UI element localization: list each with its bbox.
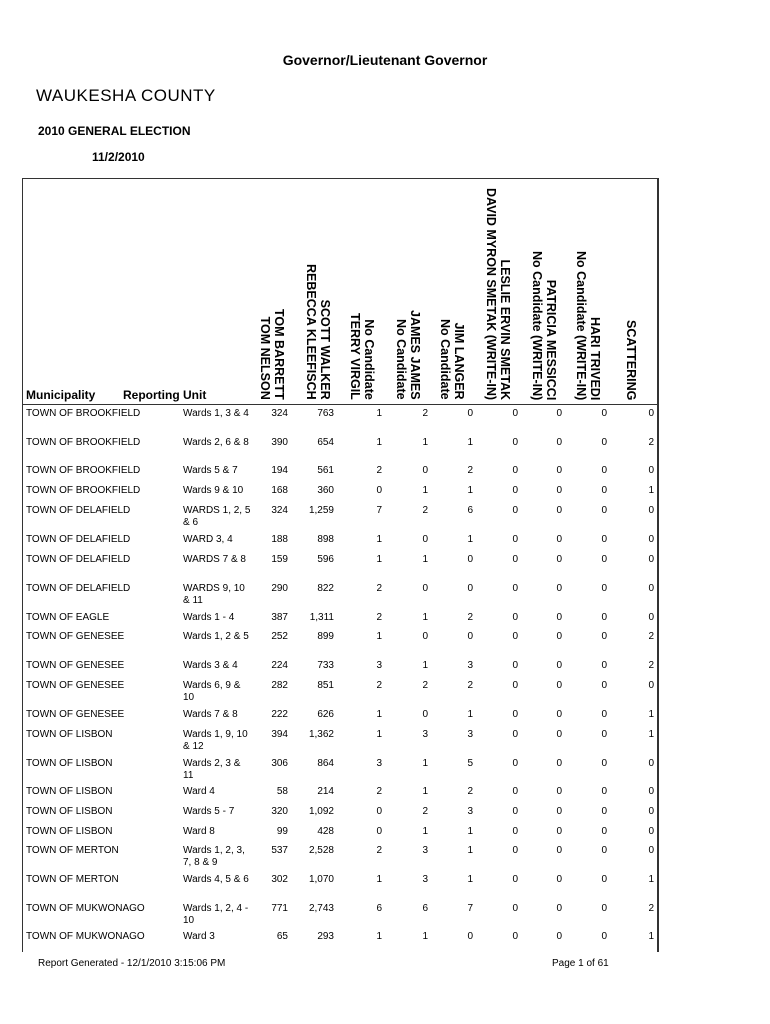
vote-count-cell: 0 bbox=[601, 845, 607, 856]
vote-count-cell: 390 bbox=[271, 437, 288, 448]
vote-count-cell: 1 bbox=[376, 534, 382, 545]
vote-count-cell: 0 bbox=[467, 931, 473, 942]
reporting-unit-header: Reporting Unit bbox=[123, 388, 207, 402]
vote-count-cell: 1,092 bbox=[308, 806, 334, 817]
vote-count-cell: 0 bbox=[467, 408, 473, 419]
reporting-unit-cell: Wards 6, 9 & 10 bbox=[183, 680, 241, 703]
vote-count-cell: 2 bbox=[422, 680, 428, 691]
vote-count-cell: 2 bbox=[422, 505, 428, 516]
vote-count-cell: 2 bbox=[422, 806, 428, 817]
vote-count-cell: 0 bbox=[556, 505, 562, 516]
vote-count-cell: 0 bbox=[556, 729, 562, 740]
vote-count-cell: 654 bbox=[317, 437, 334, 448]
municipality-cell: TOWN OF BROOKFIELD bbox=[26, 408, 141, 419]
candidate-header: SCOTT WALKER REBECCA KLEEFISCH bbox=[304, 264, 332, 400]
vote-count-cell: 2 bbox=[376, 680, 382, 691]
vote-count-cell: 0 bbox=[512, 709, 518, 720]
reporting-unit-cell: WARDS 9, 10 & 11 bbox=[183, 583, 245, 606]
vote-count-cell: 0 bbox=[512, 534, 518, 545]
reporting-unit-cell: Wards 1, 2, 4 - 10 bbox=[183, 903, 249, 926]
vote-count-cell: 2 bbox=[376, 845, 382, 856]
municipality-cell: TOWN OF MUKWONAGO bbox=[26, 903, 145, 914]
candidate-header: LESLIE ERVIN SMETAK DAVID MYRON SMETAK (WRITE-IN) bbox=[484, 188, 512, 401]
vote-count-cell: 1 bbox=[422, 612, 428, 623]
vote-count-cell: 561 bbox=[317, 465, 334, 476]
municipality-cell: TOWN OF LISBON bbox=[26, 729, 113, 740]
candidate-header: No Candidate TERRY VIRGIL bbox=[348, 313, 376, 400]
election-name: 2010 GENERAL ELECTION bbox=[38, 124, 191, 138]
vote-count-cell: 0 bbox=[648, 806, 654, 817]
vote-count-cell: 0 bbox=[601, 806, 607, 817]
vote-count-cell: 0 bbox=[601, 826, 607, 837]
vote-count-cell: 0 bbox=[648, 758, 654, 769]
vote-count-cell: 6 bbox=[467, 505, 473, 516]
vote-count-cell: 0 bbox=[556, 826, 562, 837]
table-left-border bbox=[22, 178, 23, 952]
vote-count-cell: 58 bbox=[276, 786, 288, 797]
vote-count-cell: 763 bbox=[317, 408, 334, 419]
vote-count-cell: 2 bbox=[467, 465, 473, 476]
vote-count-cell: 1 bbox=[467, 874, 473, 885]
municipality-cell: TOWN OF GENESEE bbox=[26, 680, 125, 691]
municipality-cell: TOWN OF DELAFIELD bbox=[26, 534, 131, 545]
vote-count-cell: 0 bbox=[556, 631, 562, 642]
vote-count-cell: 1 bbox=[648, 709, 654, 720]
vote-count-cell: 2 bbox=[376, 786, 382, 797]
reporting-unit-cell: WARDS 7 & 8 bbox=[183, 554, 246, 565]
reporting-unit-cell: Wards 5 & 7 bbox=[183, 465, 238, 476]
reporting-unit-cell: Wards 1, 3 & 4 bbox=[183, 408, 249, 419]
vote-count-cell: 360 bbox=[317, 485, 334, 496]
vote-count-cell: 0 bbox=[556, 465, 562, 476]
vote-count-cell: 0 bbox=[648, 680, 654, 691]
vote-count-cell: 302 bbox=[271, 874, 288, 885]
reporting-unit-cell: Wards 2, 3 & 11 bbox=[183, 758, 241, 781]
municipality-cell: TOWN OF DELAFIELD bbox=[26, 554, 131, 565]
vote-count-cell: 1 bbox=[422, 758, 428, 769]
vote-count-cell: 0 bbox=[601, 583, 607, 594]
vote-count-cell: 1 bbox=[376, 408, 382, 419]
vote-count-cell: 3 bbox=[422, 729, 428, 740]
vote-count-cell: 0 bbox=[601, 505, 607, 516]
municipality-cell: TOWN OF MERTON bbox=[26, 845, 119, 856]
vote-count-cell: 0 bbox=[556, 931, 562, 942]
vote-count-cell: 0 bbox=[601, 709, 607, 720]
vote-count-cell: 0 bbox=[648, 786, 654, 797]
vote-count-cell: 0 bbox=[648, 583, 654, 594]
vote-count-cell: 214 bbox=[317, 786, 334, 797]
vote-count-cell: 159 bbox=[271, 554, 288, 565]
county-name: WAUKESHA COUNTY bbox=[36, 86, 216, 105]
reporting-unit-cell: Wards 9 & 10 bbox=[183, 485, 244, 496]
vote-count-cell: 224 bbox=[271, 660, 288, 671]
reporting-unit-cell: WARD 3, 4 bbox=[183, 534, 233, 545]
vote-count-cell: 0 bbox=[648, 505, 654, 516]
vote-count-cell: 0 bbox=[556, 758, 562, 769]
table-right-border bbox=[657, 178, 659, 952]
vote-count-cell: 1,259 bbox=[308, 505, 334, 516]
vote-count-cell: 0 bbox=[512, 680, 518, 691]
reporting-unit-cell: Wards 2, 6 & 8 bbox=[183, 437, 249, 448]
vote-count-cell: 0 bbox=[556, 786, 562, 797]
table-top-border bbox=[22, 178, 658, 179]
vote-count-cell: 252 bbox=[271, 631, 288, 642]
vote-count-cell: 0 bbox=[467, 631, 473, 642]
vote-count-cell: 0 bbox=[512, 806, 518, 817]
vote-count-cell: 1 bbox=[376, 874, 382, 885]
vote-count-cell: 5 bbox=[467, 758, 473, 769]
vote-count-cell: 0 bbox=[512, 758, 518, 769]
vote-count-cell: 0 bbox=[512, 437, 518, 448]
vote-count-cell: 1 bbox=[467, 534, 473, 545]
vote-count-cell: 0 bbox=[467, 583, 473, 594]
candidate-header: TOM BARRETT TOM NELSON bbox=[258, 309, 286, 400]
vote-count-cell: 2 bbox=[648, 437, 654, 448]
vote-count-cell: 0 bbox=[648, 465, 654, 476]
vote-count-cell: 1,070 bbox=[308, 874, 334, 885]
vote-count-cell: 1 bbox=[376, 709, 382, 720]
vote-count-cell: 1 bbox=[422, 826, 428, 837]
vote-count-cell: 898 bbox=[317, 534, 334, 545]
reporting-unit-cell: Wards 1, 2, 3, 7, 8 & 9 bbox=[183, 845, 245, 868]
vote-count-cell: 2,528 bbox=[308, 845, 334, 856]
vote-count-cell: 2 bbox=[648, 660, 654, 671]
vote-count-cell: 0 bbox=[512, 826, 518, 837]
vote-count-cell: 0 bbox=[512, 554, 518, 565]
candidate-header: JAMES JAMES No Candidate bbox=[394, 310, 422, 400]
vote-count-cell: 2 bbox=[467, 786, 473, 797]
vote-count-cell: 0 bbox=[376, 826, 382, 837]
reporting-unit-cell: Wards 5 - 7 bbox=[183, 806, 235, 817]
vote-count-cell: 0 bbox=[601, 437, 607, 448]
header-divider bbox=[22, 404, 658, 405]
vote-count-cell: 3 bbox=[422, 874, 428, 885]
vote-count-cell: 0 bbox=[512, 931, 518, 942]
vote-count-cell: 0 bbox=[648, 408, 654, 419]
report-generated: Report Generated - 12/1/2010 3:15:06 PM bbox=[38, 958, 226, 969]
vote-count-cell: 1 bbox=[376, 437, 382, 448]
vote-count-cell: 1,362 bbox=[308, 729, 334, 740]
vote-count-cell: 0 bbox=[512, 874, 518, 885]
vote-count-cell: 0 bbox=[512, 465, 518, 476]
vote-count-cell: 0 bbox=[422, 631, 428, 642]
vote-count-cell: 0 bbox=[556, 709, 562, 720]
vote-count-cell: 0 bbox=[422, 709, 428, 720]
reporting-unit-cell: Ward 4 bbox=[183, 786, 215, 797]
vote-count-cell: 0 bbox=[648, 826, 654, 837]
vote-count-cell: 0 bbox=[601, 465, 607, 476]
vote-count-cell: 0 bbox=[601, 680, 607, 691]
vote-count-cell: 851 bbox=[317, 680, 334, 691]
vote-count-cell: 394 bbox=[271, 729, 288, 740]
vote-count-cell: 0 bbox=[422, 583, 428, 594]
vote-count-cell: 0 bbox=[601, 631, 607, 642]
vote-count-cell: 0 bbox=[601, 554, 607, 565]
vote-count-cell: 1 bbox=[422, 931, 428, 942]
vote-count-cell: 1 bbox=[648, 931, 654, 942]
municipality-cell: TOWN OF GENESEE bbox=[26, 660, 125, 671]
vote-count-cell: 1 bbox=[422, 485, 428, 496]
vote-count-cell: 1 bbox=[648, 729, 654, 740]
municipality-cell: TOWN OF LISBON bbox=[26, 758, 113, 769]
municipality-cell: TOWN OF BROOKFIELD bbox=[26, 465, 141, 476]
municipality-cell: TOWN OF EAGLE bbox=[26, 612, 110, 623]
election-date: 11/2/2010 bbox=[92, 150, 145, 164]
vote-count-cell: 0 bbox=[601, 612, 607, 623]
vote-count-cell: 6 bbox=[376, 903, 382, 914]
vote-count-cell: 324 bbox=[271, 408, 288, 419]
vote-count-cell: 2 bbox=[422, 408, 428, 419]
vote-count-cell: 0 bbox=[556, 612, 562, 623]
municipality-header: Municipality bbox=[26, 388, 96, 402]
vote-count-cell: 1 bbox=[467, 826, 473, 837]
reporting-unit-cell: Wards 1, 9, 10 & 12 bbox=[183, 729, 248, 752]
vote-count-cell: 7 bbox=[467, 903, 473, 914]
vote-count-cell: 290 bbox=[271, 583, 288, 594]
vote-count-cell: 320 bbox=[271, 806, 288, 817]
vote-count-cell: 3 bbox=[467, 806, 473, 817]
vote-count-cell: 0 bbox=[601, 874, 607, 885]
municipality-cell: TOWN OF GENESEE bbox=[26, 631, 125, 642]
vote-count-cell: 1 bbox=[648, 874, 654, 885]
vote-count-cell: 0 bbox=[512, 505, 518, 516]
vote-count-cell: 0 bbox=[601, 758, 607, 769]
vote-count-cell: 0 bbox=[556, 660, 562, 671]
candidate-header: HARI TRIVEDI No Candidate (WRITE-IN) bbox=[574, 251, 602, 401]
page-number: Page 1 of 61 bbox=[552, 958, 609, 969]
vote-count-cell: 1 bbox=[467, 437, 473, 448]
vote-count-cell: 222 bbox=[271, 709, 288, 720]
vote-count-cell: 0 bbox=[512, 408, 518, 419]
vote-count-cell: 0 bbox=[422, 534, 428, 545]
vote-count-cell: 0 bbox=[376, 806, 382, 817]
vote-count-cell: 1,311 bbox=[309, 612, 334, 623]
vote-count-cell: 0 bbox=[556, 554, 562, 565]
vote-count-cell: 0 bbox=[512, 612, 518, 623]
vote-count-cell: 0 bbox=[376, 485, 382, 496]
vote-count-cell: 1 bbox=[422, 786, 428, 797]
vote-count-cell: 65 bbox=[276, 931, 288, 942]
vote-count-cell: 0 bbox=[467, 554, 473, 565]
reporting-unit-cell: Wards 4, 5 & 6 bbox=[183, 874, 249, 885]
vote-count-cell: 1 bbox=[376, 931, 382, 942]
reporting-unit-cell: Wards 3 & 4 bbox=[183, 660, 238, 671]
vote-count-cell: 0 bbox=[601, 485, 607, 496]
candidate-header: JIM LANGER No Candidate bbox=[438, 319, 466, 400]
vote-count-cell: 99 bbox=[276, 826, 288, 837]
vote-count-cell: 168 bbox=[271, 485, 288, 496]
vote-count-cell: 0 bbox=[512, 660, 518, 671]
vote-count-cell: 2 bbox=[376, 612, 382, 623]
reporting-unit-cell: Wards 1, 2 & 5 bbox=[183, 631, 249, 642]
vote-count-cell: 324 bbox=[271, 505, 288, 516]
vote-count-cell: 6 bbox=[422, 903, 428, 914]
vote-count-cell: 1 bbox=[467, 845, 473, 856]
report-title: Governor/Lieutenant Governor bbox=[282, 52, 488, 68]
vote-count-cell: 0 bbox=[601, 903, 607, 914]
vote-count-cell: 188 bbox=[271, 534, 288, 545]
vote-count-cell: 428 bbox=[317, 826, 334, 837]
vote-count-cell: 0 bbox=[648, 845, 654, 856]
vote-count-cell: 771 bbox=[271, 903, 288, 914]
vote-count-cell: 3 bbox=[376, 660, 382, 671]
vote-count-cell: 2 bbox=[467, 680, 473, 691]
vote-count-cell: 0 bbox=[556, 534, 562, 545]
vote-count-cell: 0 bbox=[648, 612, 654, 623]
vote-count-cell: 0 bbox=[512, 845, 518, 856]
vote-count-cell: 0 bbox=[556, 437, 562, 448]
vote-count-cell: 0 bbox=[422, 465, 428, 476]
vote-count-cell: 0 bbox=[512, 729, 518, 740]
vote-count-cell: 7 bbox=[376, 505, 382, 516]
candidate-header: SCATTERING bbox=[624, 320, 638, 401]
reporting-unit-cell: Ward 3 bbox=[183, 931, 215, 942]
reporting-unit-cell: Wards 1 - 4 bbox=[183, 612, 235, 623]
vote-count-cell: 306 bbox=[271, 758, 288, 769]
vote-count-cell: 2 bbox=[376, 583, 382, 594]
vote-count-cell: 0 bbox=[556, 903, 562, 914]
vote-count-cell: 387 bbox=[271, 612, 288, 623]
candidate-header: PATRICIA MESSICCI No Candidate (WRITE-IN) bbox=[530, 251, 558, 401]
vote-count-cell: 0 bbox=[648, 534, 654, 545]
vote-count-cell: 0 bbox=[601, 786, 607, 797]
vote-count-cell: 194 bbox=[271, 465, 288, 476]
municipality-cell: TOWN OF MERTON bbox=[26, 874, 119, 885]
vote-count-cell: 0 bbox=[601, 660, 607, 671]
municipality-cell: TOWN OF LISBON bbox=[26, 786, 113, 797]
vote-count-cell: 293 bbox=[317, 931, 334, 942]
vote-count-cell: 0 bbox=[512, 583, 518, 594]
vote-count-cell: 1 bbox=[422, 660, 428, 671]
vote-count-cell: 0 bbox=[556, 485, 562, 496]
vote-count-cell: 1 bbox=[648, 485, 654, 496]
vote-count-cell: 1 bbox=[376, 554, 382, 565]
vote-count-cell: 596 bbox=[317, 554, 334, 565]
vote-count-cell: 1 bbox=[422, 554, 428, 565]
vote-count-cell: 3 bbox=[467, 729, 473, 740]
vote-count-cell: 0 bbox=[556, 408, 562, 419]
vote-count-cell: 1 bbox=[376, 729, 382, 740]
vote-count-cell: 0 bbox=[556, 874, 562, 885]
vote-count-cell: 0 bbox=[512, 903, 518, 914]
vote-count-cell: 2,743 bbox=[308, 903, 334, 914]
vote-count-cell: 0 bbox=[556, 680, 562, 691]
vote-count-cell: 0 bbox=[512, 485, 518, 496]
municipality-cell: TOWN OF LISBON bbox=[26, 826, 113, 837]
vote-count-cell: 2 bbox=[648, 903, 654, 914]
municipality-cell: TOWN OF DELAFIELD bbox=[26, 583, 131, 594]
vote-count-cell: 1 bbox=[376, 631, 382, 642]
vote-count-cell: 2 bbox=[467, 612, 473, 623]
vote-count-cell: 626 bbox=[317, 709, 334, 720]
municipality-cell: TOWN OF BROOKFIELD bbox=[26, 485, 141, 496]
vote-count-cell: 899 bbox=[317, 631, 334, 642]
municipality-cell: TOWN OF DELAFIELD bbox=[26, 505, 131, 516]
reporting-unit-cell: WARDS 1, 2, 5 & 6 bbox=[183, 505, 251, 528]
vote-count-cell: 2 bbox=[648, 631, 654, 642]
vote-count-cell: 3 bbox=[376, 758, 382, 769]
vote-count-cell: 0 bbox=[556, 845, 562, 856]
vote-count-cell: 0 bbox=[601, 931, 607, 942]
vote-count-cell: 537 bbox=[271, 845, 288, 856]
vote-count-cell: 2 bbox=[376, 465, 382, 476]
municipality-cell: TOWN OF LISBON bbox=[26, 806, 113, 817]
vote-count-cell: 0 bbox=[556, 583, 562, 594]
vote-count-cell: 282 bbox=[271, 680, 288, 691]
vote-count-cell: 0 bbox=[601, 534, 607, 545]
vote-count-cell: 1 bbox=[422, 437, 428, 448]
vote-count-cell: 1 bbox=[467, 709, 473, 720]
vote-count-cell: 0 bbox=[601, 729, 607, 740]
reporting-unit-cell: Wards 7 & 8 bbox=[183, 709, 238, 720]
vote-count-cell: 0 bbox=[512, 786, 518, 797]
municipality-cell: TOWN OF BROOKFIELD bbox=[26, 437, 141, 448]
municipality-cell: TOWN OF GENESEE bbox=[26, 709, 125, 720]
vote-count-cell: 733 bbox=[317, 660, 334, 671]
municipality-cell: TOWN OF MUKWONAGO bbox=[26, 931, 145, 942]
vote-count-cell: 0 bbox=[648, 554, 654, 565]
vote-count-cell: 1 bbox=[467, 485, 473, 496]
vote-count-cell: 0 bbox=[601, 408, 607, 419]
vote-count-cell: 0 bbox=[512, 631, 518, 642]
vote-count-cell: 0 bbox=[556, 806, 562, 817]
vote-count-cell: 822 bbox=[317, 583, 334, 594]
reporting-unit-cell: Ward 8 bbox=[183, 826, 215, 837]
vote-count-cell: 3 bbox=[422, 845, 428, 856]
vote-count-cell: 3 bbox=[467, 660, 473, 671]
vote-count-cell: 864 bbox=[317, 758, 334, 769]
